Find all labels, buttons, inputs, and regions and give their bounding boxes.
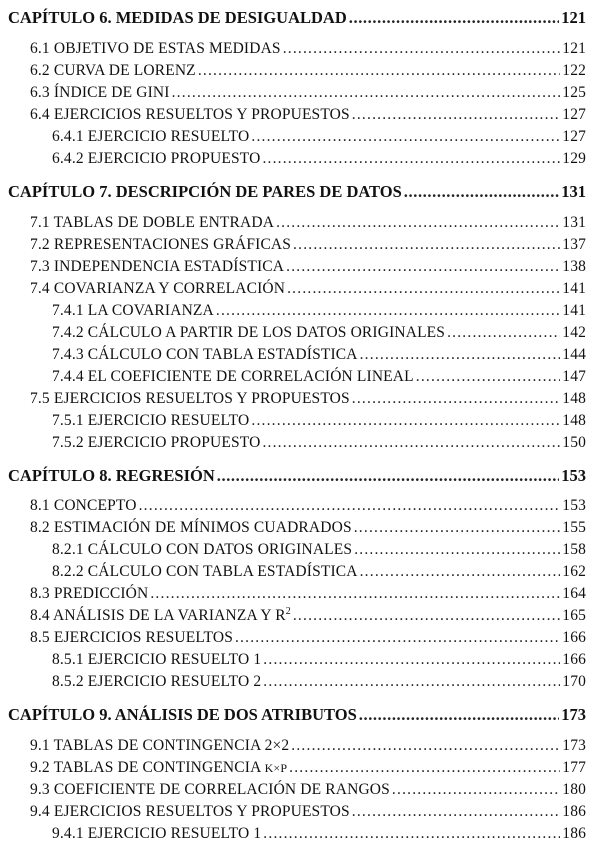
toc-entry-page: 129 (562, 150, 586, 167)
leader-dots (262, 434, 560, 452)
small-caps-text: K×P (264, 761, 288, 775)
toc-entry-page: 131 (562, 214, 586, 231)
toc-entry-page: 155 (562, 519, 586, 536)
toc-entry-page: 186 (562, 825, 586, 842)
toc-entry-page: 166 (562, 629, 586, 646)
toc-entry (0, 150, 600, 172)
toc-entry-page: 150 (562, 434, 586, 451)
toc-entry-title: 6.2 CURVA DE LORENZ (30, 62, 196, 79)
toc-entry-title: CAPÍTULO 8. REGRESIÓN (8, 466, 215, 485)
toc-entry (0, 40, 600, 62)
toc-entry-title: CAPÍTULO 7. DESCRIPCIÓN DE PARES DE DATOS (8, 182, 402, 201)
toc-entry (0, 368, 600, 390)
leader-dots (360, 346, 561, 364)
leader-dots (352, 390, 561, 408)
toc-entry (0, 563, 600, 585)
toc-entry (0, 825, 600, 847)
toc-entry-title: 7.4.4 EL COEFICIENTE DE CORRELACIÓN LINEAL (52, 368, 414, 385)
toc-entry (0, 62, 600, 84)
leader-dots (262, 150, 560, 168)
toc-entry-title: 7.1 TABLAS DE DOBLE ENTRADA (30, 214, 275, 231)
toc-entry-page: 164 (562, 585, 586, 602)
leader-dots (216, 302, 560, 320)
leader-dots (352, 803, 561, 821)
toc-entry (0, 390, 600, 412)
toc-entry-page: 141 (562, 302, 586, 319)
toc-entry (0, 759, 600, 781)
leader-dots (291, 737, 560, 755)
leader-dots (293, 236, 560, 254)
toc-entry (0, 346, 600, 368)
toc-entry-title: 7.5 EJERCICIOS RESUELTOS Y PROPUESTOS (30, 390, 350, 407)
toc-entry-title: 9.3 COEFICIENTE DE CORRELACIÓN DE RANGOS (30, 781, 390, 798)
toc-entry-title: 8.3 PREDICCIÓN (30, 585, 149, 602)
toc-entry-page: 148 (562, 390, 586, 407)
toc-entry (0, 705, 600, 727)
toc-entry-title: 9.4.1 EJERCICIO RESUELTO 1 (52, 825, 262, 842)
toc-entry-title-text: 8.4 ANÁLISIS DE LA VARIANZA Y R (30, 607, 286, 624)
leader-dots (251, 412, 560, 430)
toc-entry (0, 466, 600, 488)
leader-dots (392, 781, 560, 799)
toc-entry (0, 607, 600, 629)
toc-entry-title: 8.1 CONCEPTO (30, 497, 137, 514)
leader-dots (289, 759, 560, 777)
toc-entry-page: 148 (562, 412, 586, 429)
toc-entry-page: 186 (562, 803, 586, 820)
toc-entry-page: 165 (562, 607, 586, 624)
toc-entry-title: 7.5.2 EJERCICIO PROPUESTO (52, 434, 261, 451)
toc-entry-title: 8.2.2 CÁLCULO CON TABLA ESTADÍSTICA (52, 563, 358, 580)
toc-entry-title (30, 607, 291, 625)
toc-entry-page: 137 (562, 236, 586, 253)
toc-entry-title: 9.4 EJERCICIOS RESUELTOS Y PROPUESTOS (30, 803, 350, 820)
toc-entry (0, 182, 600, 204)
toc-entry-title-text: 9.2 TABLAS DE CONTINGENCIA (30, 759, 265, 776)
toc-entry-page: 122 (562, 62, 586, 79)
toc-entry (0, 497, 600, 519)
toc-entry-page: 173 (561, 705, 586, 724)
toc-entry-title: 7.4.2 CÁLCULO A PARTIR DE LOS DATOS ORIGINALES (52, 324, 446, 341)
toc-entry-page: 180 (562, 781, 586, 798)
toc-entry-title: 7.4 COVARIANZA Y CORRELACIÓN (30, 280, 286, 297)
leader-dots (251, 128, 560, 146)
toc-entry (0, 737, 600, 759)
toc-entry-page: 147 (562, 368, 586, 385)
toc-entry-page: 170 (562, 673, 586, 690)
toc-entry-title: 7.4.1 LA COVARIANZA (52, 302, 214, 319)
toc-entry-page: 177 (562, 759, 586, 776)
superscript: 2 (285, 605, 291, 617)
toc-entry (0, 84, 600, 106)
toc-entry-title: 6.4 EJERCICIOS RESUELTOS Y PROPUESTOS (30, 106, 350, 123)
toc-entry-title: 9.1 TABLAS DE CONTINGENCIA 2×2 (30, 737, 290, 754)
leader-dots (286, 258, 560, 276)
leader-dots (198, 62, 560, 80)
toc-entry (0, 128, 600, 150)
toc-entry-title: CAPÍTULO 9. ANÁLISIS DE DOS ATRIBUTOS (8, 705, 357, 724)
toc-entry (0, 781, 600, 803)
toc-entry-title: 8.5.2 EJERCICIO RESUELTO 2 (52, 673, 262, 690)
leader-dots (263, 651, 560, 669)
toc-entry (0, 541, 600, 563)
leader-dots (139, 497, 561, 515)
toc-entry-page: 166 (562, 651, 586, 668)
toc-entry-page: 138 (562, 258, 586, 275)
leader-dots (293, 607, 560, 625)
leader-dots (359, 705, 560, 725)
toc-entry-title (30, 759, 287, 777)
toc-entry-page: 142 (562, 324, 586, 341)
toc-entry-title: CAPÍTULO 6. MEDIDAS DE DESIGUALDAD (8, 8, 347, 27)
toc-entry (0, 236, 600, 258)
toc-entry-title: 8.5 EJERCICIOS RESUELTOS (30, 629, 233, 646)
toc-entry-page: 153 (561, 466, 586, 485)
toc-entry (0, 673, 600, 695)
toc-entry-title: 6.3 ÍNDICE DE GINI (30, 84, 170, 101)
toc-entry (0, 8, 600, 30)
toc-entry-page: 158 (562, 541, 586, 558)
toc-entry (0, 434, 600, 456)
toc-entry-title: 7.4.3 CÁLCULO CON TABLA ESTADÍSTICA (52, 346, 358, 363)
leader-dots (235, 629, 560, 647)
toc-entry (0, 651, 600, 673)
toc-entry (0, 214, 600, 236)
leader-dots (349, 8, 560, 28)
leader-dots (287, 280, 560, 298)
toc-entry-page: 131 (561, 182, 586, 201)
toc-entry-title: 7.5.1 EJERCICIO RESUELTO (52, 412, 250, 429)
toc-entry-page: 121 (561, 8, 586, 27)
leader-dots (263, 673, 560, 691)
toc-entry-title: 6.4.1 EJERCICIO RESUELTO (52, 128, 250, 145)
leader-dots (172, 84, 561, 102)
toc-entry-title: 7.2 REPRESENTACIONES GRÁFICAS (30, 236, 292, 253)
toc-entry-title: 8.5.1 EJERCICIO RESUELTO 1 (52, 651, 262, 668)
toc-entry (0, 106, 600, 128)
toc-entry (0, 258, 600, 280)
leader-dots (283, 40, 561, 58)
toc-entry-page: 127 (562, 128, 586, 145)
toc-entry (0, 519, 600, 541)
toc-entry (0, 629, 600, 651)
toc-entry (0, 585, 600, 607)
toc-entry (0, 324, 600, 346)
leader-dots (354, 541, 560, 559)
leader-dots (354, 519, 561, 537)
toc-entry (0, 412, 600, 434)
toc-entry-title: 8.2.1 CÁLCULO CON DATOS ORIGINALES (52, 541, 353, 558)
toc-entry-page: 144 (562, 346, 586, 363)
toc-entry (0, 302, 600, 324)
leader-dots (352, 106, 561, 124)
toc-entry-title: 6.1 OBJETIVO DE ESTAS MEDIDAS (30, 40, 281, 57)
toc-entry-title: 8.2 ESTIMACIÓN DE MÍNIMOS CUADRADOS (30, 519, 352, 536)
leader-dots (263, 825, 560, 843)
leader-dots (416, 368, 561, 386)
toc-entry (0, 803, 600, 825)
leader-dots (360, 563, 561, 581)
toc-entry-page: 173 (562, 737, 586, 754)
leader-dots (404, 182, 559, 202)
toc-entry-page: 162 (562, 563, 586, 580)
leader-dots (276, 214, 560, 232)
leader-dots (217, 466, 560, 486)
toc-entry-page: 153 (562, 497, 586, 514)
toc-entry-title: 6.4.2 EJERCICIO PROPUESTO (52, 150, 261, 167)
toc-entry-page: 125 (562, 84, 586, 101)
toc-entry-title: 7.3 INDEPENDENCIA ESTADÍSTICA (30, 258, 285, 275)
toc-entry (0, 280, 600, 302)
toc-entry-page: 127 (562, 106, 586, 123)
toc-entry-page: 121 (562, 40, 586, 57)
leader-dots (447, 324, 560, 342)
toc-entry-page: 141 (562, 280, 586, 297)
leader-dots (150, 585, 560, 603)
